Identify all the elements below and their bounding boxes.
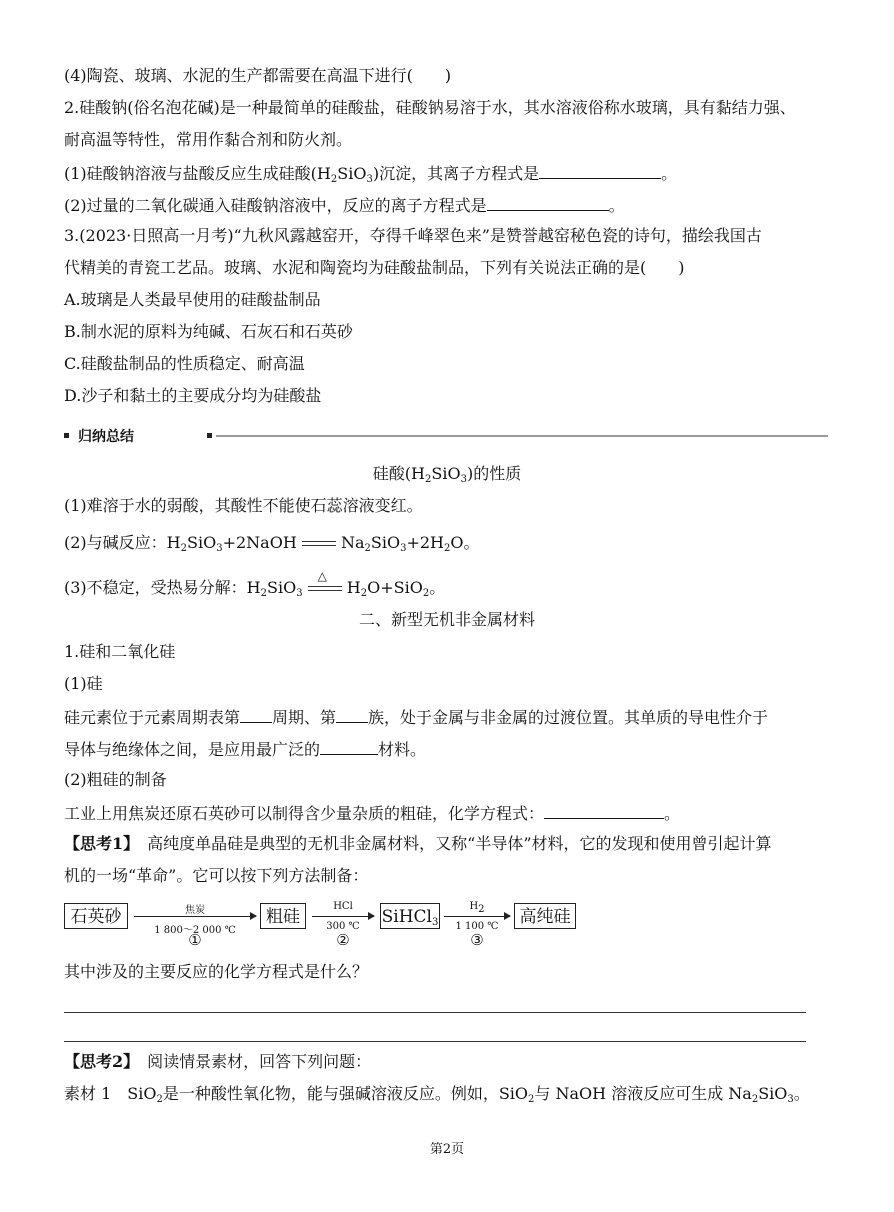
material-1: 素材 1 SiO$_2$是一种酸性氧化物，能与强碱溶液反应。例如，SiO$_2$与 NaOH 溶液反应可生成 $Na_2SiO_3$。: [64, 1084, 810, 1105]
option-b: B.制水泥的原料为纯碱、石灰石和石英砂: [64, 322, 353, 341]
step-3-number: ③: [470, 931, 484, 949]
option-c: C.硅酸盐制品的性质稳定、耐高温: [64, 354, 305, 373]
node-pure-silicon: 高纯硅: [514, 903, 576, 929]
summary-point-2: (2)与碱反应：$H_2SiO_3+2NaOH$ $Na_2SiO_3+2H_2O$。: [64, 533, 480, 554]
subsection-silicon: (1)硅: [64, 674, 103, 693]
think-1-line-2: 机的一场“革命”。它可以按下列方法制备：: [64, 866, 369, 885]
answer-blank[interactable]: [240, 706, 272, 723]
arrow-2-reagent: HCl: [333, 901, 353, 912]
heat-triangle-icon: △: [317, 568, 327, 583]
question-2-intro: 2.硅酸钠(俗名泡花碱)是一种最简单的硅酸盐，硅酸钠易溶于水，其水溶液俗称水玻璃，具有黏结力强、: [64, 98, 796, 117]
answer-blank[interactable]: [336, 706, 368, 723]
arrow-3-temperature: 1 100 ℃: [455, 921, 499, 932]
answer-line[interactable]: [64, 1012, 806, 1013]
summary-point-1: (1)难溶于水的弱酸，其酸性不能使石蕊溶液变红。: [64, 496, 423, 515]
question-2-part-1: (1)硅酸钠溶液与盐酸反应生成硅酸$(H_2SiO_3)$沉淀，其离子方程式是 。: [64, 164, 678, 185]
think-1-question: 其中涉及的主要反应的化学方程式是什么？: [64, 962, 369, 981]
answer-blank[interactable]: [539, 162, 661, 179]
summary-title: 硅酸$(H_2SiO_3)$的性质: [372, 464, 522, 485]
answer-blank[interactable]: [544, 802, 664, 819]
arrow-2-temperature: 300 ℃: [326, 921, 360, 932]
question-2-part-2: (2)过量的二氧化碳通入硅酸钠溶液中，反应的离子方程式是 。: [64, 196, 625, 215]
node-crude-silicon: 粗硅: [260, 903, 306, 929]
summary-point-3: (3)不稳定，受热易分解：$H_2SiO_3$ △ $H_2O+SiO_2$。: [64, 578, 445, 598]
divider: [216, 435, 828, 437]
node-quartz-sand: 石英砂: [64, 903, 128, 929]
answer-blank[interactable]: [320, 738, 378, 755]
step-1-number: ①: [188, 931, 202, 949]
summary-section-bar: [64, 428, 828, 444]
arrow-right-icon: [444, 916, 510, 917]
silicon-paragraph-line-1: 硅元素位于元素周期表第 周期、第 族，处于金属与非金属的过渡位置。其单质的导电性介于: [64, 708, 769, 727]
equals-sign-icon: [302, 538, 336, 550]
arrow-right-icon: [134, 916, 256, 917]
equals-sign-icon: [308, 568, 342, 595]
crude-silicon-heading: (2)粗硅的制备: [64, 770, 167, 789]
process-flow-diagram: [64, 900, 584, 952]
option-a: A.玻璃是人类最早使用的硅酸盐制品: [64, 290, 321, 309]
silicon-paragraph-line-2: 导体与绝缘体之间，是应用最广泛的 材料。: [64, 740, 427, 759]
summary-label: 归纳总结: [78, 429, 134, 445]
bullet-square-icon: [64, 433, 69, 438]
question-3-stem: 3.(2023·日照高一月考)“九秋风露越窑开，夺得千峰翠色来”是赞誉越窑秘色瓷的诗句，描绘我国古: [64, 226, 762, 245]
answer-line[interactable]: [64, 1041, 806, 1042]
think-1-line-1: 【思考1】 高纯度单晶硅是典型的无机非金属材料，又称“半导体”材料，它的发现和使用曾引起计算: [64, 834, 772, 853]
subsection-1-heading: 1.硅和二氧化硅: [64, 642, 176, 661]
section-2-heading: 二、新型无机非金属材料: [358, 610, 535, 629]
arrow-1-reagent: 焦炭: [185, 905, 205, 916]
page-number: 第2页: [429, 1142, 465, 1157]
question-3-stem-cont: 代精美的青瓷工艺品。玻璃、水泥和陶瓷均为硅酸盐制品，下列有关说法正确的是( ): [64, 258, 685, 277]
node-sihcl3: SiHCl$_3$: [380, 903, 440, 929]
arrow-1-temperature: 1 800～2 000 ℃: [154, 925, 236, 936]
step-2-number: ②: [336, 931, 350, 949]
bullet-square-icon: [207, 433, 212, 438]
option-d: D.沙子和黏土的主要成分均为硅酸盐: [64, 386, 322, 405]
arrow-3-reagent: $H_2$: [469, 901, 485, 915]
question-2-intro-cont: 耐高温等特性，常用作黏合剂和防火剂。: [64, 130, 353, 149]
answer-blank[interactable]: [487, 194, 609, 211]
question-1-item-4: (4)陶瓷、玻璃、水泥的生产都需要在高温下进行( ): [64, 66, 452, 85]
think-2-line: 【思考2】 阅读情景素材，回答下列问题：: [64, 1052, 372, 1071]
crude-silicon-paragraph: 工业上用焦炭还原石英砂可以制得含少量杂质的粗硅，化学方程式： 。: [64, 804, 681, 823]
arrow-right-icon: [312, 916, 374, 917]
